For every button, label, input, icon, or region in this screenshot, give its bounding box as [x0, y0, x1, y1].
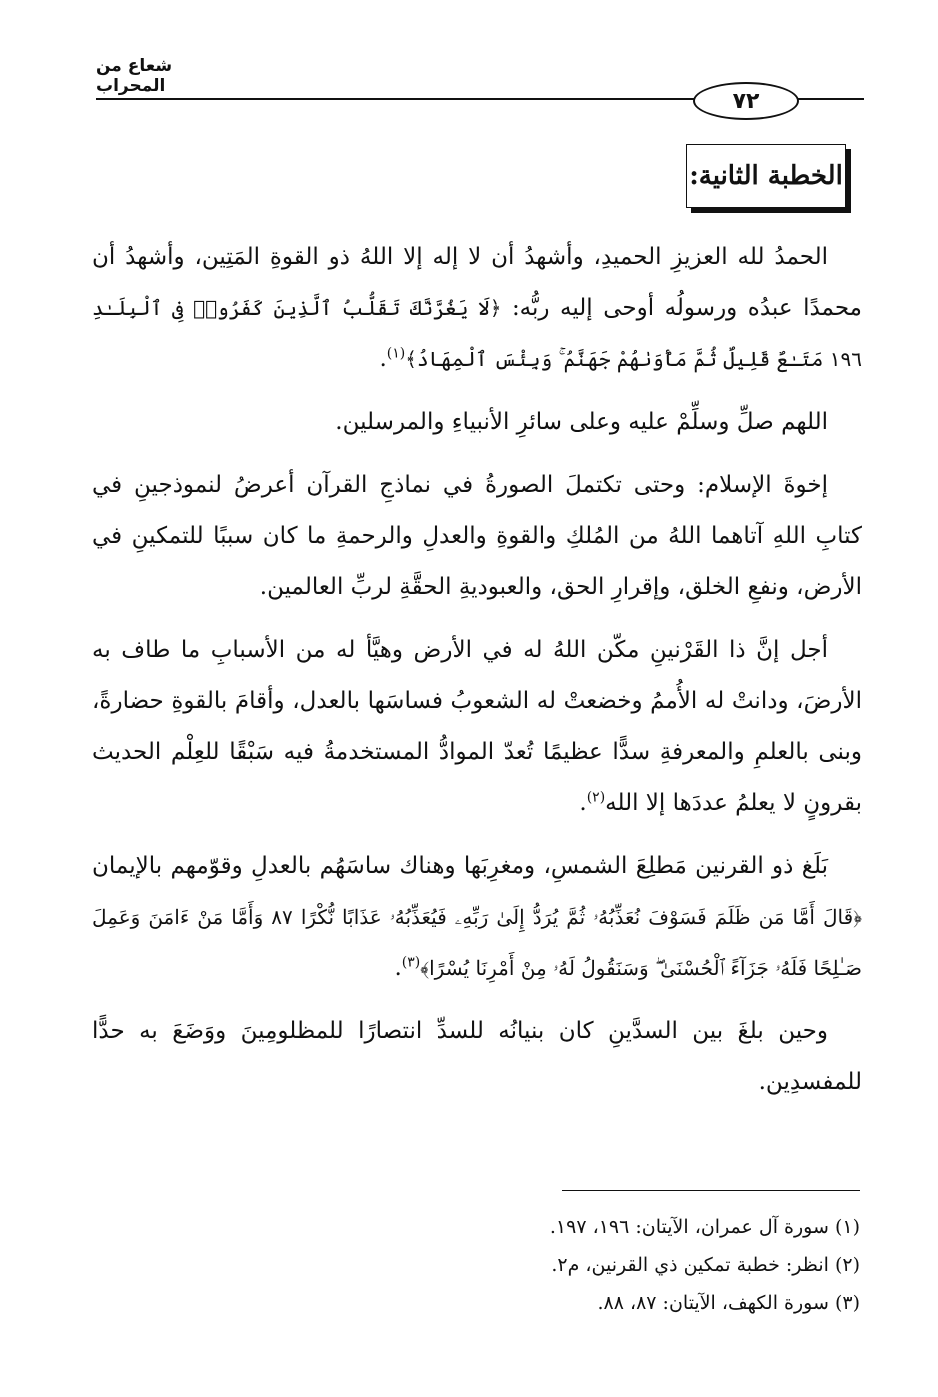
paragraph-4 [92, 625, 862, 829]
quran-verse-1: ﴿لَا يَغُرَّنَّكَ تَقَلُّبُ ٱلَّذِينَ كَفَرُوا۟ فِى ٱلْبِلَـٰدِ ١٩٦ مَتَـٰعٌ قَلِيلٌ ثُمَّ مَأْوَىٰهُمْ جَهَنَّمُ ۚ وَبِئْسَ ٱلْمِهَادُ﴾ [92, 296, 862, 371]
footnote-3: (٣) سورة الكهف، الآيتان: ٨٧، ٨٨. [597, 1292, 860, 1314]
section-title: الخطبة الثانية: [689, 161, 843, 191]
running-title: شعاع من المحراب [96, 56, 173, 96]
paragraph-1-text: الحمدُ لله العزيزِ الحميدِ، وأشهدُ أن لا إله إلا اللهُ ذو القوةِ المَتِين، وأشهدُ أن محمدًا عبدُه ورسولُه أوحى إليه ربُّه: [92, 244, 863, 321]
paragraph-6-text: وحين بلغَ بين السدَّينِ كان بنيانُه للسدِّ انتصارًا للمظلومِينَ ووَضَعَ به حدًّا للمفسدِين. [92, 1018, 862, 1095]
footnote-ref-3: (٣) [401, 954, 421, 971]
footnote-2: (٢) انظر: خطبة تمكين ذي القرنين، م٢. [551, 1254, 860, 1276]
paragraph-2-text: اللهم صلِّ وسلِّمْ عليه وعلى سائرِ الأنبياءِ والمرسلين. [335, 409, 828, 435]
footnote-1: (١) سورة آل عمران، الآيتان: ١٩٦، ١٩٧. [549, 1216, 860, 1238]
paragraph-5 [92, 841, 862, 994]
footnote-ref-2: (٢) [586, 789, 606, 806]
paragraph-4-end: . [579, 790, 587, 816]
paragraph-3-text: إخوةَ الإسلام: وحتى تكتملَ الصورةُ في نماذجِ القرآن أعرضُ لنموذجينِ في كتابِ اللهِ آتاهما اللهُ من المُلكِ والقوةِ والعدلِ والرحمةِ ما كان سببًا للتمكينِ في الأرض، ونفعِ الخلق، وإقرارِ الحق، والعبوديةِ الحقَّةِ لربِّ العالمين. [92, 472, 862, 600]
paragraph-4-text: أجل إنَّ ذا القَرْنينِ مكّن اللهُ له في الأرض وهيَّأ له من الأسبابِ ما طاف به الأرضَ، ودانتْ له الأُممُ وخضعتْ له الشعوبُ فساسَها بالعدل، وأقامَ بالقوةِ حضارةً، وبنى بالعلمِ والمعرفةِ سدًّا عظيمًا تُعدّ الموادُّ المستخدمةُ فيه سَبْقًا للعِلْم الحديث بقرونٍ لا يعلمُ عددَها إلا الله [92, 637, 862, 816]
footnote-ref-1: (١) [386, 345, 406, 362]
paragraph-1-end: . [379, 346, 387, 372]
footnote-rule [562, 1190, 860, 1191]
paragraph-5-end: . [394, 955, 402, 981]
paragraph-3 [92, 460, 862, 613]
page-number: ٧٢ [693, 82, 799, 120]
footnotes [300, 1208, 860, 1322]
paragraph-6 [92, 1006, 862, 1108]
paragraph-1 [92, 232, 862, 385]
body-text [92, 232, 862, 1120]
paragraph-5-text: بَلَغ ذو القرنين مَطلِعَ الشمسِ، ومغرِبَها وهناك ساسَهُم بالعدلِ وقوّمهم بالإيمان [92, 853, 828, 879]
quran-verse-2: ﴿قَالَ أَمَّا مَن ظَلَمَ فَسَوْفَ نُعَذِّبُهُۥ ثُمَّ يُرَدُّ إِلَىٰ رَبِّهِۦ فَيُعَذِّبُهُۥ عَذَابًا نُّكْرًا ٨٧ وَأَمَّا مَنْ ءَامَنَ وَعَمِلَ صَـٰلِحًا فَلَهُۥ جَزَآءً ٱلْحُسْنَىٰ ۖ وَسَنَقُولُ لَهُۥ مِنْ أَمْرِنَا يُسْرًا﴾ [92, 905, 862, 980]
paragraph-2 [92, 397, 862, 448]
section-title-box [686, 144, 846, 208]
